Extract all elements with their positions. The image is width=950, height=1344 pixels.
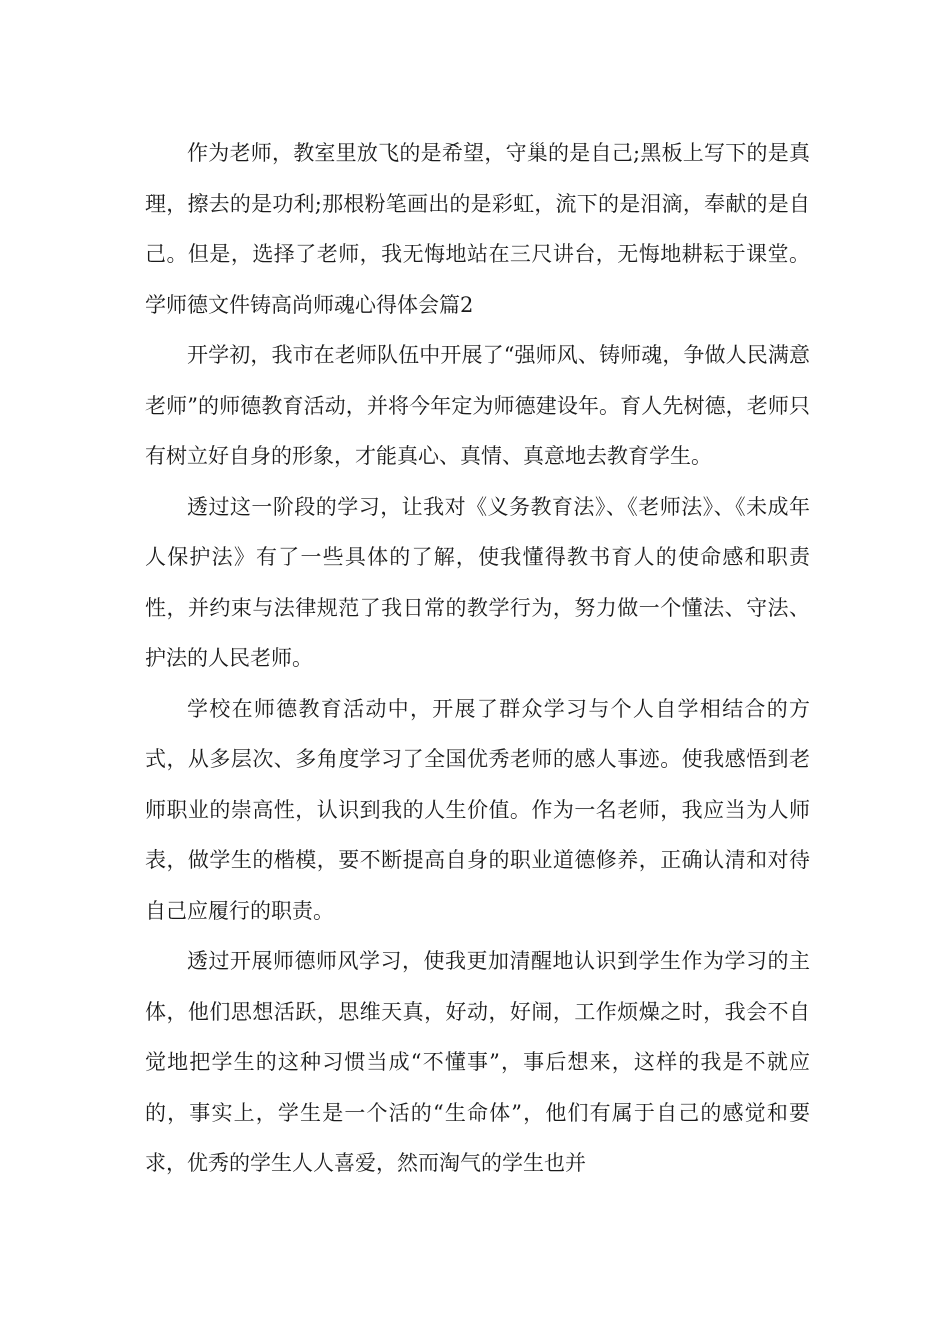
- paragraph-3: 透过这一阶段的学习，让我对《义务教育法》、《老师法》、《未成年人保护法》有了一些具体的了解，使我懂得教书育人的使命感和职责性，并约束与法律规范了我日常的教学行为，努力做一个懂法、守法、护法的人民老师。: [145, 494, 810, 670]
- paragraph-1: 作为老师，教室里放飞的是希望，守巢的是自己;黑板上写下的是真理，擦去的是功利;那根粉笔画出的是彩虹，流下的是泪滴，奉献的是自己。但是，选择了老师，我无悔地站在三尺讲台，无悔地耕耘于课堂。学师德文件铸高尚师魂心得体会篇2: [145, 141, 810, 317]
- document-page: [145, 128, 810, 1189]
- paragraph-4: 学校在师德教育活动中，开展了群众学习与个人自学相结合的方式，从多层次、多角度学习了全国优秀老师的感人事迹。使我感悟到老师职业的崇高性，认识到我的人生价值。作为一名老师，我应当为人师表，做学生的楷模，要不断提高自身的职业道德修养，正确认清和对待自己应履行的职责。: [145, 696, 810, 923]
- paragraph-5: 透过开展师德师风学习，使我更加清醒地认识到学生作为学习的主体，他们思想活跃，思维天真，好动，好闹，工作烦燥之时，我会不自觉地把学生的这种习惯当成“不懂事”，事后想来，这样的我是不就应的，事实上，学生是一个活的“生命体”，他们有属于自己的感觉和要求，优秀的学生人人喜爱，然而淘气的学生也并: [145, 949, 810, 1175]
- paragraph-2: 开学初，我市在老师队伍中开展了“强师风、铸师魂，争做人民满意老师”的师德教育活动，并将今年定为师德建设年。育人先树德，老师只有树立好自身的形象，才能真心、真情、真意地去教育学生。: [145, 343, 810, 468]
